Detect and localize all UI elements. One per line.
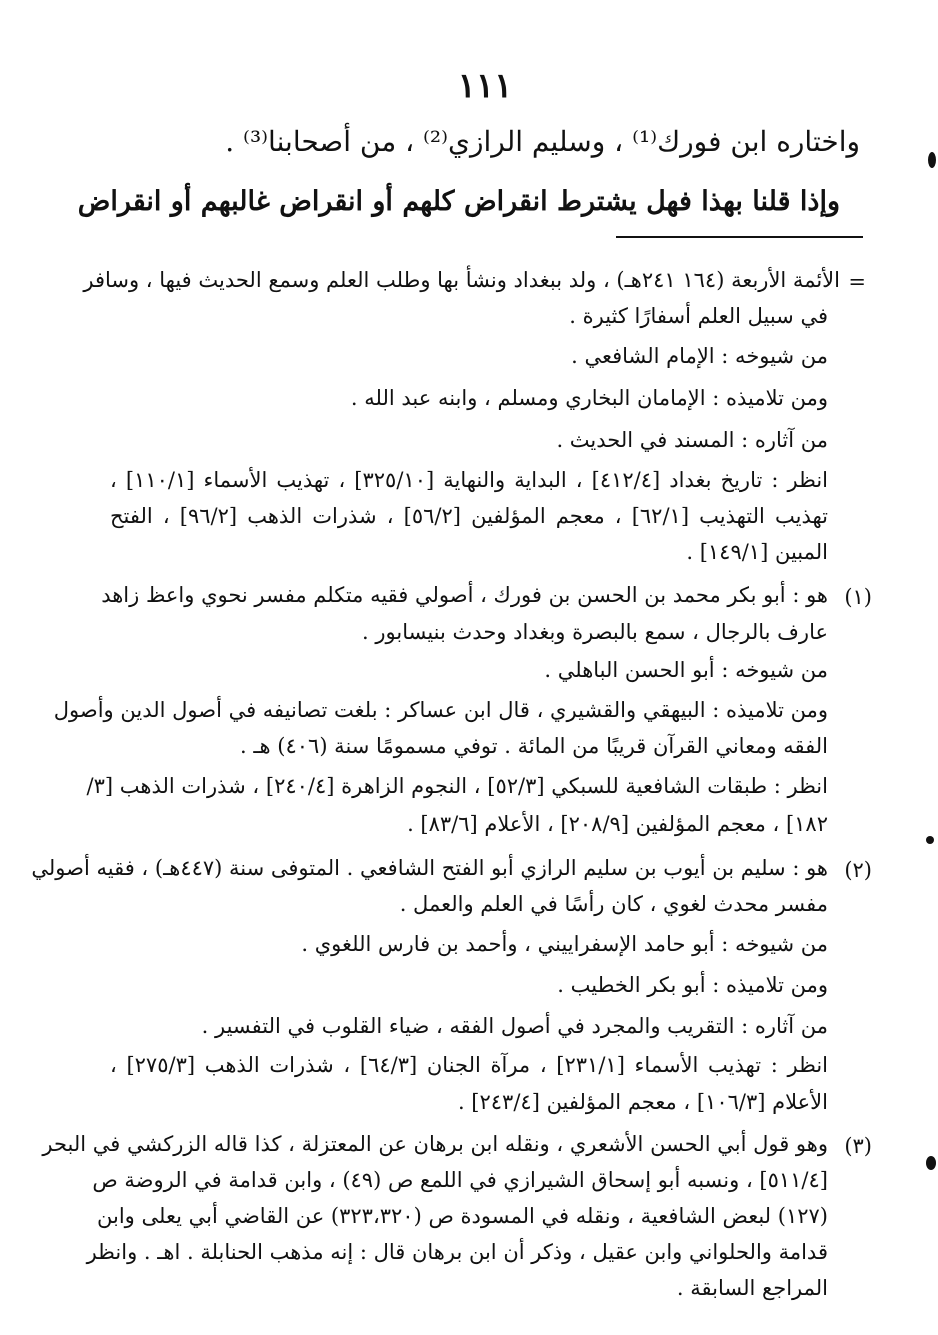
footnote-line: المراجع السابقة . [676,1276,828,1300]
footnote-line: من شيوخه : أبو حامد الإسفراييني ، وأحمد بن فارس اللغوي . [301,932,828,956]
footnote-line: الأئمة الأربعة (١٦٤ ٢٤١هـ) ، ولد ببغداد ونشأ بها وطلب العلم وسمع الحديث فيها ، وسافر [83,268,840,292]
footnote-line: (١٢٧) لبعض الشافعية ، ونقله في المسودة ص (٣٢٣،٣٢٠) عن القاضي أبي يعلى وابن [97,1204,828,1228]
footnote-line: ومن تلاميذه : أبو بكر الخطيب . [557,973,828,997]
main-text-line-1: واختاره ابن فورك⁽¹⁾ ، وسليم الرازي⁽²⁾ ، من أصحابنا⁽³⁾ . [225,125,860,158]
footnote-line: المبين [١٤٩/١] . [686,540,828,564]
footnote-line: ومن تلاميذه : البيهقي والقشيري ، قال ابن عساكر : بلغت تصانيفه في أصول الدين وأصول [53,698,828,722]
footnote-line: ١٨٢] ، معجم المؤلفين [٢٠٨/٩] ، الأعلام [٨٣/٦] . [407,812,828,836]
footnote-1-marker: (١) [844,585,872,609]
footnote-line: هو : أبو بكر محمد بن الحسن بن فورك ، أصولي فقيه متكلم مفسر نحوي واعظ زاهد [101,583,828,607]
footnote-line: تهذيب التهذيب [٦٢/١] ، معجم المؤلفين [٥٦/٢] ، شذرات الذهب [٩٦/٢] ، الفتح [110,504,829,528]
scan-mark [928,152,936,168]
page-number: ١١١ [457,66,513,106]
footnote-line: من شيوخه : الإمام الشافعي . [571,344,828,368]
footnote-continuation-marker: = [848,270,866,294]
footnote-line: وهو قول أبي الحسن الأشعري ، ونقله ابن برهان عن المعتزلة ، كذا قاله الزركشي في البحر [42,1132,828,1156]
footnote-line: مفسر محدث لغوي ، كان رأسًا في العلم والعمل . [399,892,828,916]
footnote-line: من شيوخه : أبو الحسن الباهلي . [544,658,828,682]
scan-mark [926,836,934,844]
footnote-line: هو : سليم بن أيوب بن سليم الرازي أبو الفتح الشافعي . المتوفى سنة (٤٤٧هـ) ، فقيه أصولي [31,856,828,880]
footnote-2-marker: (٢) [844,858,872,882]
footnote-line: من آثاره : المسند في الحديث . [556,428,828,452]
footnote-line: انظر : تاريخ بغداد [٤١٢/٤] ، البداية والنهاية [٣٢٥/١٠] ، تهذيب الأسماء [١١٠/١] ، [110,468,829,492]
footnote-line: انظر : طبقات الشافعية للسبكي [٥٢/٣] ، النجوم الزاهرة [٢٤٠/٤] ، شذرات الذهب [٣/ [86,774,828,798]
footnote-line: [٥١١/٤] ، ونسبه أبو إسحاق الشيرازي في اللمع ص (٤٩) ، وابن قدامة في الروضة ص [92,1168,828,1192]
footnote-line: قدامة والحلواني وابن عقيل ، وذكر أن ابن برهان قال : إنه مذهب الحنابلة . اهـ . وانظر [86,1240,828,1264]
footnote-line: ومن تلاميذه : الإمامان البخاري ومسلم ، وابنه عبد الله . [350,386,828,410]
footnote-line: عارف بالرجال ، سمع بالبصرة وبغداد وحدث بنيسابور . [362,620,828,644]
footnote-line: انظر : تهذيب الأسماء [٢٣١/١] ، مرآة الجنان [٦٤/٣] ، شذرات الذهب [٢٧٥/٣] ، [110,1053,828,1077]
footnote-line: في سبيل العلم أسفارًا كثيرة . [569,304,828,328]
scan-mark [926,1156,936,1170]
footnote-line: الفقه ومعاني القرآن قريبًا من المائة . توفي مسمومًا سنة (٤٠٦) هـ . [240,734,828,758]
footnote-divider [616,236,863,238]
main-text-line-2: وإذا قلنا بهذا فهل يشترط انقراض كلهم أو انقراض غالبهم أو انقراض [77,186,840,217]
footnote-line: من آثاره : التقريب والمجرد في أصول الفقه ، ضياء القلوب في التفسير . [201,1014,828,1038]
footnote-line: الأعلام [١٠٦/٣] ، معجم المؤلفين [٢٤٣/٤] . [457,1090,828,1114]
footnote-3-marker: (٣) [844,1134,872,1158]
